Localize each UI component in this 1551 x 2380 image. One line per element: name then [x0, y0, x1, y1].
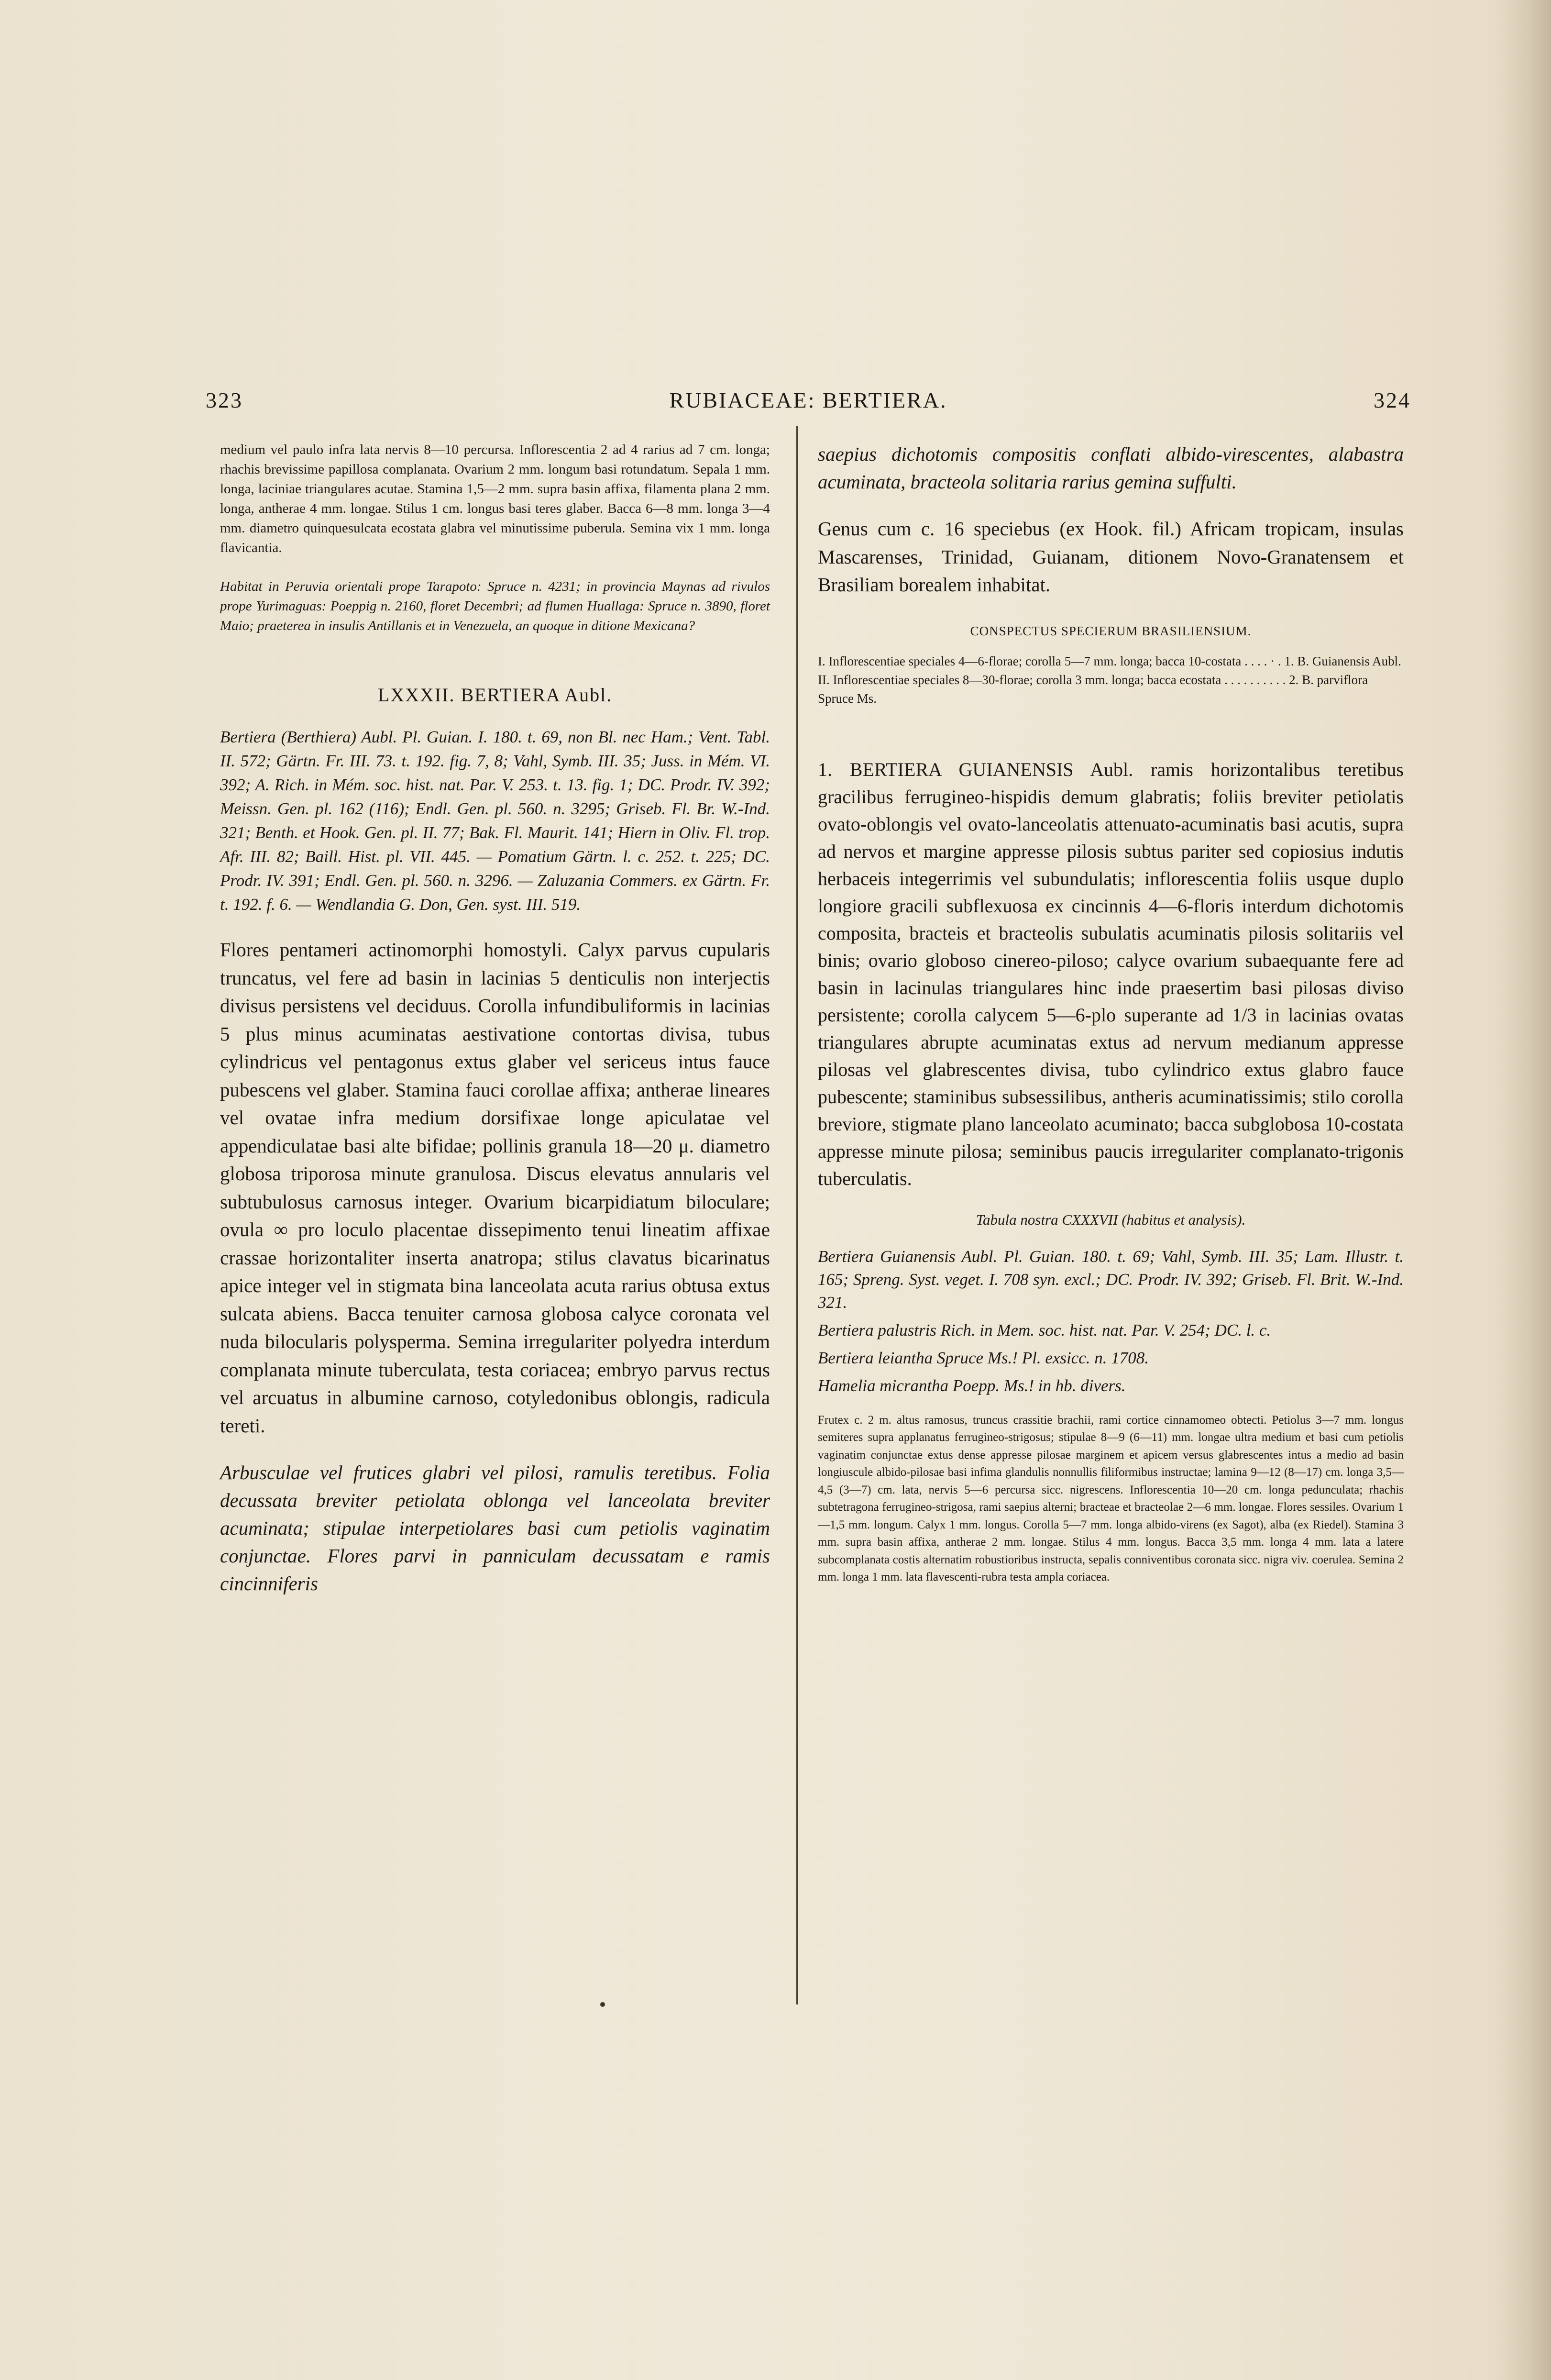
- habit-description-continued: saepius dichotomis compositis conflati albido-virescentes, alabastra acuminata, bracteola solitaria rarius gemina suffulti.: [818, 443, 1404, 493]
- page-edge: [1494, 0, 1551, 2380]
- end-mark: [600, 2002, 605, 2007]
- synonym-4: Hamelia micrantha Poepp. Ms.! in hb. divers.: [818, 1376, 1126, 1395]
- species-description: 1. BERTIERA GUIANENSIS Aubl. ramis horizontalibus teretibus gracilibus ferrugineo-hispidis demum glabratis; foliis breviter petiolatis ovato-oblongis vel ovato-lanceolatis attenuato-acuminatis basi acutis, supra ad nervos et margine appresse pilosis subtus pariter sed copiosius indutis herbaceis integerrimis vel subundulatis; inflorescentia foliis usque duplo longiore gracili subflexuosa ex cincinnis 4—6-floris interdum dichotomis composita, bracteis et bracteolis subulatis acuminatis pilosis solitariis vel binis; ovario globoso cinereo-piloso; calyce ovarium subaequante fere ad basin in lacinulas triangulares hinc inde praesertim basi pilosas diviso persistente; corolla calycem 5—6-plo superante ad 1/3 in lacinias ovatas triangulares abrupte acuminatas extus ad nervum medianum appresse pilosas vel glabrescentes divisa, tubo cylindrico extus glabro fauce pubescente; staminibus subsessilibus, antheris acuminatissimis; stilo corolla breviore, stigmate plano lanceolato acuminato; bacca subglobosa 10-costata appresse minute pilosa; seminibus paucis irregulariter complanato-trigonis tuberculatis.: [818, 758, 1404, 1189]
- plate-reference: Tabula nostra CXXXVII (habitus et analysis).: [976, 1211, 1246, 1228]
- species-detail: Frutex c. 2 m. altus ramosus, truncus crassitie brachii, rami cortice cinnamomeo obtecti. Petiolus 3—7 mm. longus semiteres supra applanatus ferrugineo-strigosus; stipulae 8—9 (6—11) mm. longae ultra medium et basi cum petiolis vaginatim conjunctae extus dense appresse pilosae marginem et apicem versus glabrescentes intus a medio ad basin longiuscule albido-pilosae basi infima glandulis nonnullis filiformibus instructae; lamina 9—12 (8—17) cm. longa 3,5—4,5 (3—7) cm. lata, nervis 5—6 percursa sicc. nigrescens. Inflorescentia 10—20 cm. longa pedunculata; rhachis subtetragona ferrugineo-strigosa, rami saepius alterni; bracteae et bracteolae 2—6 mm. longae. Flores sessiles. Ovarium 1—1,5 mm. longum. Calyx 1 mm. longus. Corolla 5—7 mm. longa albido-virens (ex Sagot), alba (ex Riedel). Stamina 3 mm. supra basin affixa, antherae 2 mm. longae. Stilus 4 mm. longus. Bacca 3,5 mm. longa 4 mm. lata a latere subcomplanata costis alternatim robustioribus instructa, sepalis conniventibus coronata sicc. nigra viv. coerulea. Semina 2 mm. longa 1 mm. lata flavescenti-rubra testa ampla coriacea.: [818, 1413, 1404, 1583]
- conspectus-title: CONSPECTUS SPECIERUM BRASILIENSIUM.: [970, 623, 1252, 638]
- habitat-paragraph: Habitat in Peruvia orientali prope Tarapoto: Spruce n. 4231; in provincia Maynas ad rivulos prope Yurimaguas: Poeppig n. 2160, floret Decembri; ad flumen Huallaga: Spruce n. 3890, floret Maio; praeterea in insulis Antillanis et in Venezuela, an quoque in ditione Mexicana?: [220, 579, 770, 633]
- synonym-2: Bertiera palustris Rich. in Mem. soc. hist. nat. Par. V. 254; DC. l. c.: [818, 1320, 1271, 1339]
- conspectus-item-2: II. Inflorescentiae speciales 8—30-florae; corolla 3 mm. longa; bacca ecostata . . . . . . . . . . 2. B. parviflora Spruce Ms.: [818, 672, 1368, 706]
- genus-description: Flores pentameri actinomorphi homostyli. Calyx parvus cupularis truncatus, vel fere ad basin in lacinias 5 denticulis non interjectis divisus persistens vel deciduus. Corolla infundibuliformis in lacinias 5 plus minus acuminatas aestivatione contortas divisa, tubus cylindricus vel pentagonus extus glaber vel sericeus intus fauce pubescens vel glaber. Stamina fauci corollae affixa; antherae lineares vel ovatae infra medium dorsifixae longe apiculatae vel appendiculatae basi alte bifidae; pollinis granula 18—20 μ. diametro globosa triporosa minute granulosa. Discus elevatus annularis vel subtubulosus carnosus integer. Ovarium bicarpidiatum biloculare; ovula ∞ pro loculo placentae dissepimento tenui lineatim affixae crassae horizontaliter inserta anatropa; stilus clavatus bicarinatus apice integer vel in stigmata bina lanceolata acuta rarius obtusa extus sulcata abiens. Bacca tenuiter carnosa globosa calyce coronata vel nuda bilocularis polysperma. Semina irregulariter polyedra interdum complanata minute tuberculata, testa coriacea; embryo parvus rectus vel arcuatus in albumine carnoso, cotyledonibus oblongis, radicula tereti.: [220, 939, 770, 1437]
- synonym-1: Bertiera Guianensis Aubl. Pl. Guian. 180. t. 69; Vahl, Symb. III. 35; Lam. Illustr. t. 165; Spreng. Syst. veget. I. 708 syn. excl.; DC. Prodr. IV. 392; Griseb. Fl. Brit. W.-Ind. 321.: [818, 1247, 1404, 1312]
- conspectus-item-1: I. Inflorescentiae speciales 4—6-florae; corolla 5—7 mm. longa; bacca 10-costata . . . . · . 1. B. Guianensis Aubl.: [818, 653, 1401, 668]
- running-title: RUBIACEAE: BERTIERA.: [669, 388, 947, 412]
- description-continued: medium vel paulo infra lata nervis 8—10 percursa. Inflorescentia 2 ad 4 rarius ad 7 cm. longa; rhachis brevissime papillosa complanata. Ovarium 2 mm. longum basi rotundatum. Sepala 1 mm. longa, laciniae triangulares acutae. Stamina 1,5—2 mm. supra basin affixa, filamenta plana 2 mm. longa, antherae 4 mm. longae. Stilus 1 cm. longus basi teres glaber. Bacca 6—8 mm. longa 3—4 mm. diametro quinquesulcata ecostata glabra vel minutissime puberula. Semina vix 1 mm. longa flavicantia.: [220, 442, 770, 555]
- genus-distribution: Genus cum c. 16 speciebus (ex Hook. fil.) Africam tropicam, insulas Mascarenses, Trinidad, Guianam, ditionem Novo-Granatensem et Brasiliam borealem inhabitat.: [818, 518, 1404, 596]
- page-number-right: 324: [1374, 388, 1411, 412]
- synonym-3: Bertiera leiantha Spruce Ms.! Pl. exsicc. n. 1708.: [818, 1348, 1149, 1367]
- running-header: [206, 387, 1411, 421]
- page-number-left: 323: [206, 388, 243, 412]
- habit-description: Arbusculae vel frutices glabri vel pilosi, ramulis teretibus. Folia decussata breviter petiolata oblonga vel lanceolata breviter acuminata; stipulae interpetiolares basi cum petiolis vaginatim conjunctae. Flores parvi in panniculam decussatam e ramis cincinniferis: [220, 1461, 770, 1594]
- genus-synonymy: Bertiera (Berthiera) Aubl. Pl. Guian. I. 180. t. 69, non Bl. nec Ham.; Vent. Tabl. II. 572; Gärtn. Fr. III. 73. t. 192. fig. 7, 8; Vahl, Symb. III. 35; Juss. in Mém. VI. 392; A. Rich. in Mém. soc. hist. nat. Par. V. 253. t. 13. fig. 1; DC. Prodr. IV. 392; Meissn. Gen. pl. 162 (116); Endl. Gen. pl. 560. n. 3295; Griseb. Fl. Br. W.-Ind. 321; Benth. et Hook. Gen. pl. II. 77; Bak. Fl. Maurit. 141; Hiern in Oliv. Fl. trop. Afr. III. 82; Baill. Hist. pl. VII. 445. — Pomatium Gärtn. l. c. 252. t. 225; DC. Prodr. IV. 391; Endl. Gen. pl. 560. n. 3296. — Zaluzania Commers. ex Gärtn. Fr. t. 192. f. 6. — Wendlandia G. Don, Gen. syst. III. 519.: [220, 728, 770, 914]
- genus-heading: LXXXII. BERTIERA Aubl.: [377, 684, 613, 706]
- column-divider: [796, 426, 798, 2004]
- right-column: [818, 440, 1404, 1586]
- left-column: [220, 440, 770, 1597]
